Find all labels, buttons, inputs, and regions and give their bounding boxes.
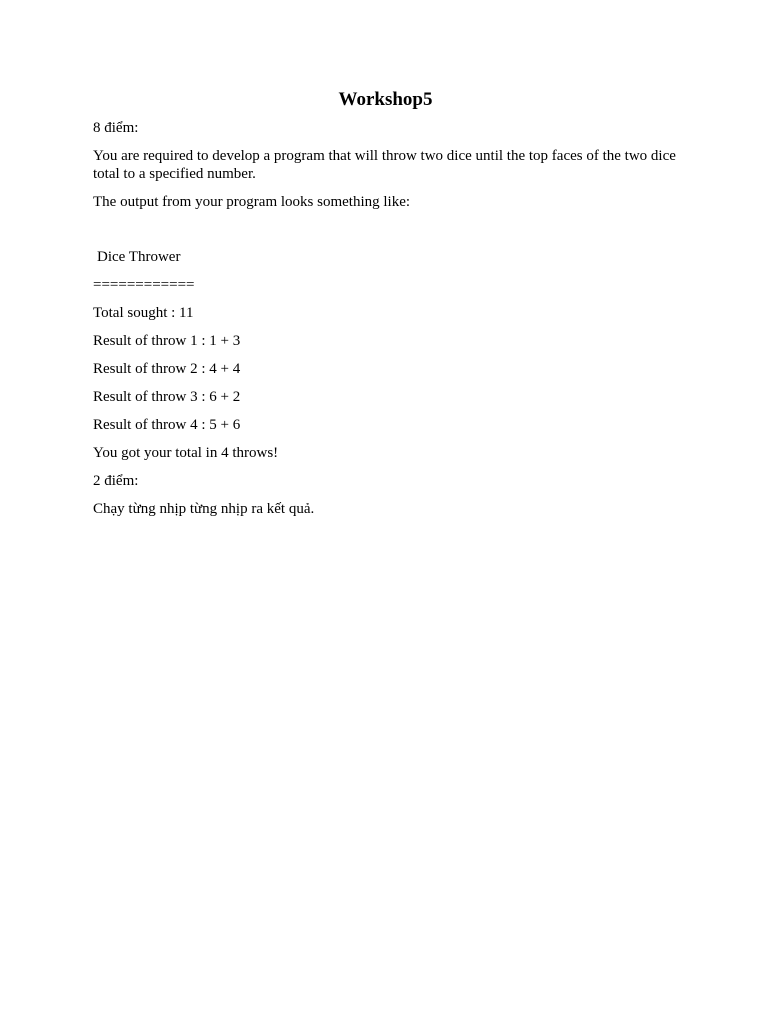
output-line-separator: ============ — [93, 277, 195, 293]
document-page — [93, 88, 678, 528]
output-line-total-sought: Total sought : 11 — [93, 305, 194, 321]
output-line-throw-1: Result of throw 1 : 1 + 3 — [93, 333, 241, 349]
output-line-throw-4: Result of throw 4 : 5 + 6 — [93, 417, 241, 433]
section1-points: 8 điểm: — [93, 120, 139, 136]
output-intro: The output from your program looks something like: — [93, 194, 411, 210]
output-line-throw-3: Result of throw 3 : 6 + 2 — [93, 389, 241, 405]
task-description: You are required to develop a program that will throw two dice until the top faces of the two dice total to a specified number. — [93, 148, 676, 182]
blank-line — [93, 221, 678, 248]
output-line-heading: Dice Thrower — [97, 249, 181, 265]
section2-points: 2 điểm: — [93, 473, 139, 489]
section2-text: Chạy từng nhịp từng nhịp ra kết quả. — [93, 501, 315, 517]
document-title: Workshop5 — [338, 89, 433, 110]
output-line-throw-2: Result of throw 2 : 4 + 4 — [93, 361, 241, 377]
output-line-result: You got your total in 4 throws! — [93, 445, 279, 461]
